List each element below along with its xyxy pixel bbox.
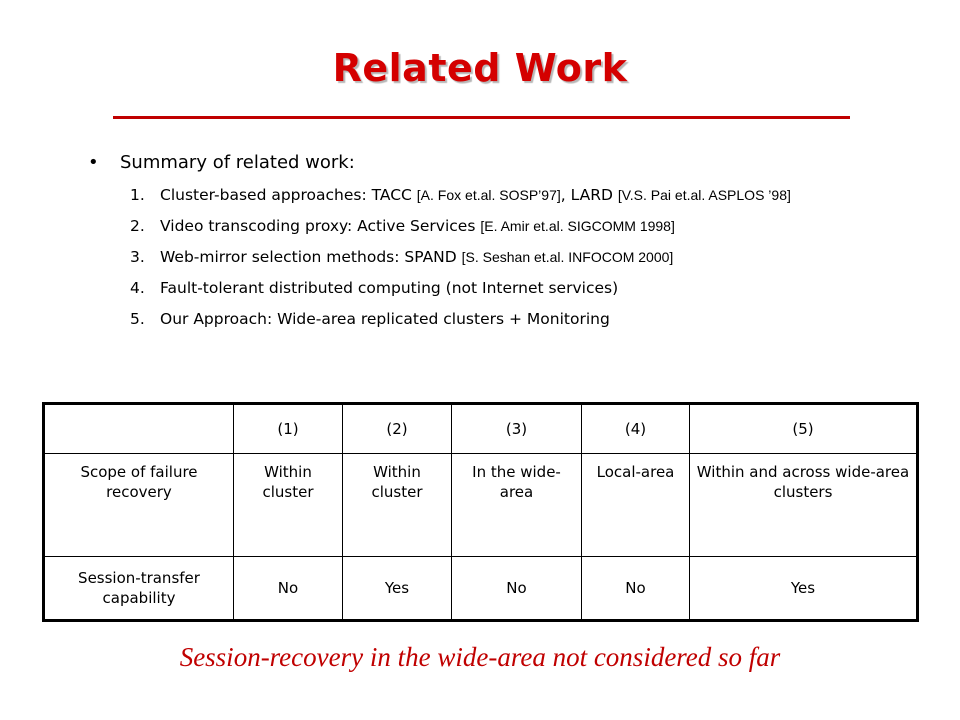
- table-header-cell: (5): [690, 404, 918, 454]
- list-item-number: 4.: [130, 279, 145, 297]
- list-item-ref: [S. Seshan et.al. INFOCOM 2000]: [461, 249, 674, 265]
- table-cell: Within cluster: [343, 454, 452, 557]
- summary-label: Summary of related work:: [120, 152, 355, 173]
- table-header-cell: (2): [343, 404, 452, 454]
- row-label-cell: Session-transfer capability: [44, 557, 234, 621]
- related-work-list: [130, 184, 890, 339]
- summary-heading: [88, 152, 355, 173]
- table-row: [44, 454, 918, 557]
- list-item-ref: [A. Fox et.al. SOSP’97]: [416, 187, 561, 203]
- table-row: [44, 557, 918, 621]
- list-item-ref: [E. Amir et.al. SIGCOMM 1998]: [480, 218, 675, 234]
- list-item: [130, 215, 890, 237]
- conclusion-text: Session-recovery in the wide-area not considered so far: [179, 642, 781, 672]
- list-item: [130, 277, 890, 299]
- bullet-icon: •: [88, 152, 99, 173]
- row-label-cell: Scope of failure recovery: [44, 454, 234, 557]
- table-cell: No: [582, 557, 690, 621]
- table-cell: Local-area: [582, 454, 690, 557]
- table-cell: Within and across wide-area clusters: [690, 454, 918, 557]
- list-item-number: 5.: [130, 310, 145, 328]
- list-item-number: 2.: [130, 217, 145, 235]
- table-header-row: [44, 404, 918, 454]
- title-underline: [113, 116, 850, 119]
- list-item-text: Fault-tolerant distributed computing (not Internet services): [160, 279, 619, 297]
- list-item-text: Web-mirror selection methods: SPAND: [160, 248, 462, 266]
- table-header-cell: [44, 404, 234, 454]
- list-item-number: 1.: [130, 186, 145, 204]
- table-cell: Yes: [343, 557, 452, 621]
- table-cell: No: [452, 557, 582, 621]
- slide-title: Related Work: [332, 46, 628, 90]
- list-item: [130, 246, 890, 268]
- list-item-text: Video transcoding proxy: Active Services: [160, 217, 481, 235]
- list-item: [130, 184, 890, 206]
- list-item: [130, 308, 890, 330]
- list-item-number: 3.: [130, 248, 145, 266]
- table-cell: Yes: [690, 557, 918, 621]
- table-header-cell: (1): [234, 404, 343, 454]
- list-item-ref: [V.S. Pai et.al. ASPLOS ’98]: [617, 187, 791, 203]
- list-item-text: Cluster-based approaches: TACC: [160, 186, 417, 204]
- table-cell: No: [234, 557, 343, 621]
- list-item-text: , LARD: [560, 186, 618, 204]
- table-header-cell: (4): [582, 404, 690, 454]
- table-cell: In the wide-area: [452, 454, 582, 557]
- comparison-table: [42, 402, 919, 622]
- table-cell: Within cluster: [234, 454, 343, 557]
- table-header-cell: (3): [452, 404, 582, 454]
- list-item-text: Our Approach: Wide-area replicated clusters + Monitoring: [160, 310, 610, 328]
